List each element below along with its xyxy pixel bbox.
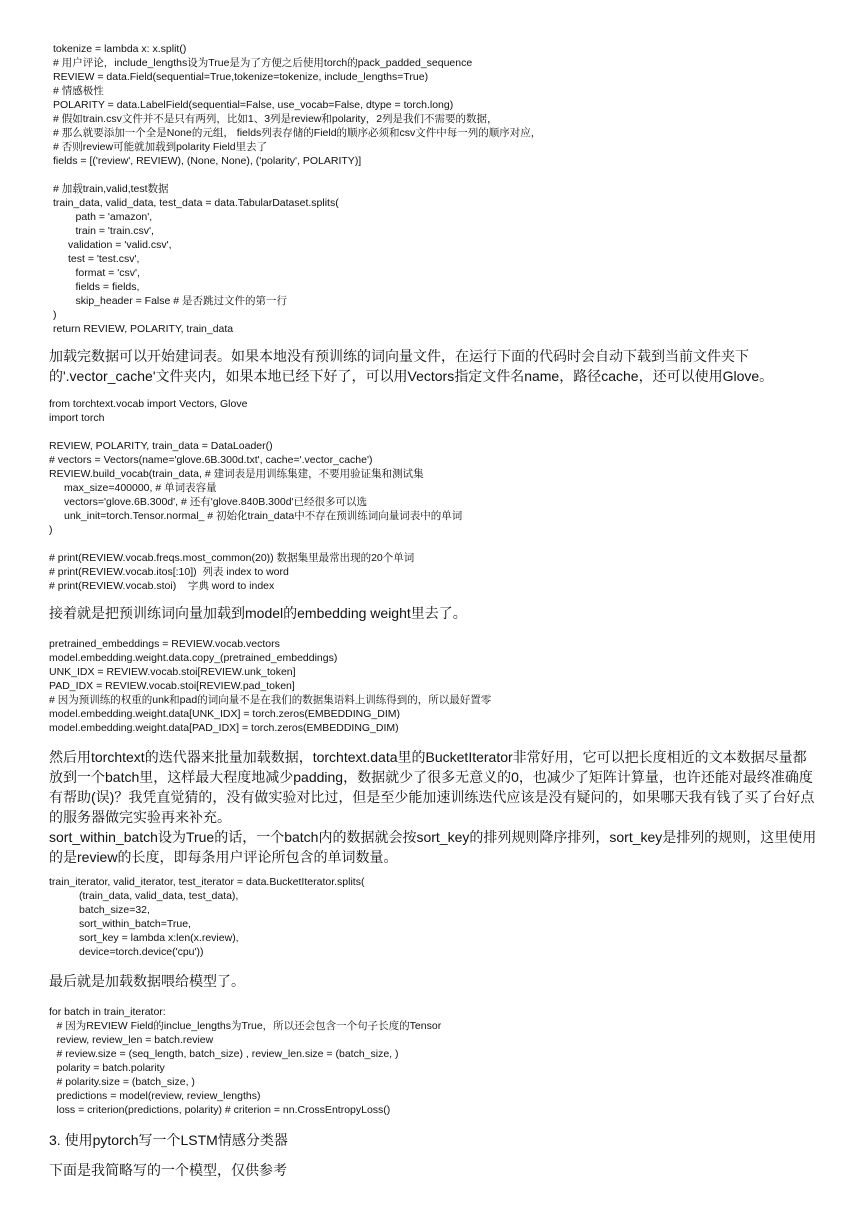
paragraph-line: 接着就是把预训练词向量加载到model的embedding weight里去了。 (49, 605, 467, 621)
code-line: model.embedding.weight.data[PAD_IDX] = torch.zeros(EMBEDDING_DIM) (49, 722, 399, 734)
code-line: # 用户评论，include_lengths设为True是为了方便之后使用torch的pack_padded_sequence (53, 57, 473, 69)
code-line: import torch (49, 412, 105, 424)
code-line: fields = [('review', REVIEW), (None, None), ('polarity', POLARITY)] (53, 155, 362, 167)
code-line: UNK_IDX = REVIEW.vocab.stoi[REVIEW.unk_token] (49, 666, 296, 678)
code-line: path = 'amazon', (75, 211, 153, 223)
code-line: model.embedding.weight.data[UNK_IDX] = torch.zeros(EMBEDDING_DIM) (49, 708, 401, 720)
code-line: validation = 'valid.csv', (68, 239, 172, 251)
paragraph-line: 的是review的长度，即每条用户评论所包含的单词数量。 (49, 849, 398, 865)
paragraph-line: sort_within_batch设为True的话，一个batch内的数据就会按sort_key的排列规则降序排列，sort_key是排列的规则，这里使用 (49, 829, 817, 845)
code-line: # print(REVIEW.vocab.freqs.most_common(20)) 数据集里最常出现的20个单词 (49, 552, 415, 564)
code-line: train_iterator, valid_iterator, test_iterator = data.BucketIterator.splits( (49, 876, 365, 888)
code-line: train = 'train.csv', (75, 225, 154, 237)
code-line: REVIEW = data.Field(sequential=True,tokenize=tokenize, include_lengths=True) (53, 71, 429, 83)
code-line: batch_size=32, (79, 904, 150, 916)
code-line: review, review_len = batch.review (56, 1034, 214, 1046)
paragraph-line: 放到一个batch里，这样最大程度地减少padding，数据就少了很多无意义的0，也减少了矩阵计算量，也许还能对最终准确度 (49, 769, 813, 785)
code-line: for batch in train_iterator: (49, 1006, 166, 1018)
paragraph-line: 然后用torchtext的迭代器来批量加载数据，torchtext.data里的BucketIterator非常好用，它可以把长度相近的文本数据尽量都 (49, 749, 807, 765)
code-line: ) (53, 309, 57, 321)
code-line: # polarity.size = (batch_size, ) (56, 1076, 195, 1088)
code-line: test = 'test.csv', (68, 253, 140, 265)
code-line: # review.size = (seq_length, batch_size) , review_len.size = (batch_size, ) (56, 1048, 399, 1060)
code-line: # 假如train.csv文件并不是只有两列，比如1、3列是review和polarity，2列是我们不需要的数据， (53, 113, 498, 125)
code-line: ) (49, 524, 53, 536)
code-line: # 因为预训练的权重的unk和pad的词向量不是在我们的数据集语料上训练得到的，所以最好置零 (49, 694, 492, 706)
paragraph-line: 最后就是加载数据喂给模型了。 (49, 973, 245, 989)
paragraph-line: 下面是我简略写的一个模型，仅供参考 (49, 1162, 287, 1178)
code-line: (train_data, valid_data, test_data), (79, 890, 239, 902)
code-line: train_data, valid_data, test_data = data.TabularDataset.splits( (53, 197, 339, 209)
code-line: sort_within_batch=True, (79, 918, 191, 930)
code-line: skip_header = False # 是否跳过文件的第一行 (75, 295, 288, 307)
code-line: # print(REVIEW.vocab.stoi) 字典 word to index (49, 580, 275, 592)
code-line: REVIEW.build_vocab(train_data, # 建词表是用训练集建，不要用验证集和测试集 (49, 468, 424, 480)
code-line: format = 'csv', (75, 267, 140, 279)
code-line: vectors='glove.6B.300d', # 还有'glove.840B.300d'已经很多可以选 (64, 496, 368, 508)
code-line: # vectors = Vectors(name='glove.6B.300d.txt', cache='.vector_cache') (49, 454, 373, 466)
code-line: pretrained_embeddings = REVIEW.vocab.vectors (49, 638, 280, 650)
code-line: # 否则review可能就加载到polarity Field里去了 (53, 141, 268, 153)
paragraph-line: 的服务器做完实验再来补充。 (49, 809, 231, 825)
code-line: predictions = model(review, review_lengths) (56, 1090, 261, 1102)
code-line: unk_init=torch.Tensor.normal_ # 初始化train_data中不存在预训练词向量词表中的单词 (64, 510, 463, 522)
code-line: # 因为REVIEW Field的inclue_lengths为True，所以还会包含一个句子长度的Tensor (56, 1020, 442, 1032)
code-line: # 加载train,valid,test数据 (53, 183, 169, 195)
code-line: from torchtext.vocab import Vectors, Glove (49, 398, 248, 410)
paragraph-line: 的'.vector_cache'文件夹内，如果本地已经下好了，可以用Vectors指定文件名name，路径cache，还可以使用Glove。 (49, 368, 774, 384)
code-line: # 那么就要添加一个全是None的元组， fields列表存储的Field的顺序必须和csv文件中每一列的顺序对应， (53, 127, 542, 139)
code-line: tokenize = lambda x: x.split() (53, 43, 187, 55)
code-line: fields = fields, (75, 281, 140, 293)
code-line: return REVIEW, POLARITY, train_data (53, 323, 234, 335)
code-line: max_size=400000, # 单词表容量 (64, 482, 217, 494)
paragraph-line: 3. 使用pytorch写一个LSTM情感分类器 (49, 1132, 288, 1148)
code-line: model.embedding.weight.data.copy_(pretrained_embeddings) (49, 652, 338, 664)
paragraph-line: 加载完数据可以开始建词表。如果本地没有预训练的词向量文件，在运行下面的代码时会自动下载到当前文件夹下 (49, 348, 749, 364)
code-line: device=torch.device('cpu')) (79, 946, 204, 958)
code-line: loss = criterion(predictions, polarity) # criterion = nn.CrossEntropyLoss() (56, 1104, 391, 1116)
code-line: # print(REVIEW.vocab.itos[:10]) 列表 index to word (49, 566, 289, 578)
code-line: polarity = batch.polarity (56, 1062, 165, 1074)
paragraph-line: 有帮助(误)？我凭直觉猜的，没有做实验对比过，但是至少能加速训练迭代应该是没有疑问的，如果哪天我有钱了买了台好点 (49, 789, 815, 805)
code-line: POLARITY = data.LabelField(sequential=False, use_vocab=False, dtype = torch.long) (53, 99, 454, 111)
code-line: REVIEW, POLARITY, train_data = DataLoader() (49, 440, 273, 452)
code-line: # 情感极性 (53, 85, 104, 97)
code-line: sort_key = lambda x:len(x.review), (79, 932, 239, 944)
code-line: PAD_IDX = REVIEW.vocab.stoi[REVIEW.pad_token] (49, 680, 295, 692)
